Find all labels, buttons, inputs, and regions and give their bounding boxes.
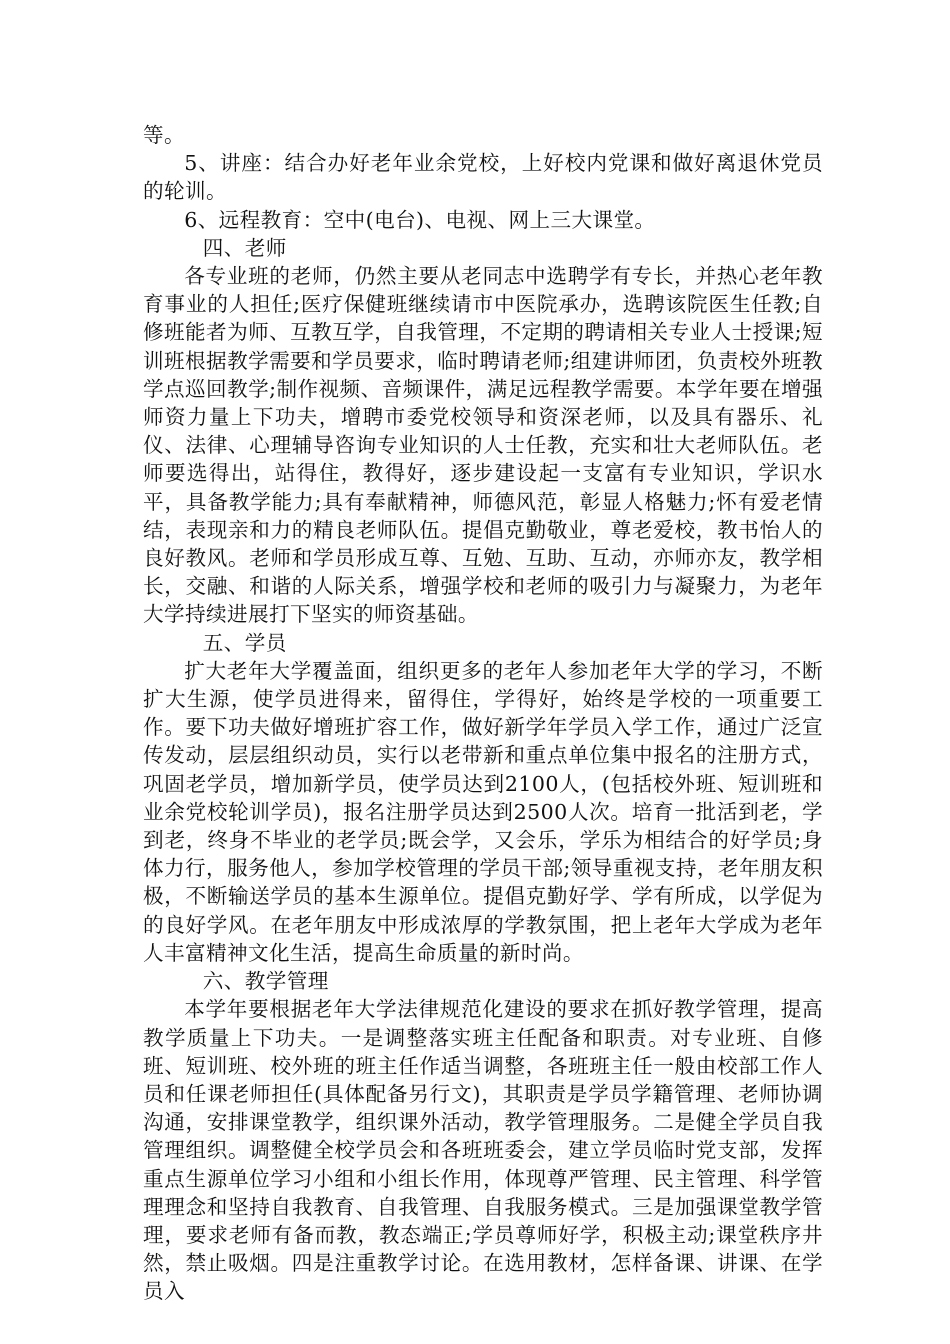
section-heading-teachers: 四、老师	[202, 235, 287, 260]
paragraph-remote-education-item: 6、远程教育：空中(电台)、电视、网上三大课堂。	[184, 207, 656, 232]
paragraph-teachers: 各专业班的老师，仍然主要从老同志中选聘学有专长，并热心老年教育事业的人担任;医疗保健班继续请市中医院承办，选聘该院医生任教;自修班能者为师、互教互学，自我管理，不定期的聘请相关专业人士授课;短训班根据教学需要和学员要求，临时聘请老师;组建讲师团，负责校外班教学点巡回教学;制作视频、音频课件，满足远程教学需要。本学年要在增强师资力量上下功夫，增聘市委党校领导和资深老师，以及具有器乐、礼仪、法律、心理辅导咨询专业知识的人士任教，充实和壮大老师队伍。老师要选得出，站得住，教得好，逐步建设起一支富有专业知识，学识水平，具备教学能力;具有奉献精神，师德风范，彰显人格魅力;怀有爱老情结，表现亲和力的精良老师队伍。提倡克勤敬业，尊老爱校，教书怡人的良好教风。老师和学员形成互尊、互勉、互助、互动，亦师亦友，教学相长，交融、和谐的人际关系，增强学校和老师的吸引力与凝聚力，为老年大学持续进展打下坚实的师资基础。	[143, 264, 823, 627]
paragraph-teaching-management: 本学年要根据老年大学法律规范化建设的要求在抓好教学管理，提高教学质量上下功夫。一是调整落实班主任配备和职责。对专业班、自修班、短训班、校外班的班主任作适当调整，各班班主任一般由校部工作人员和任课老师担任(具体配备另行文)，其职责是学员学籍管理、老师协调沟通，安排课堂教学，组织课外活动，教学管理服务。二是健全学员自我管理组织。调整健全校学员会和各班班委会，建立学员临时党支部，发挥重点生源单位学习小组和小组长作用，体现尊严管理、民主管理、科学管理理念和坚持自我教育、自我管理、自我服务模式。三是加强课堂教学管理，要求老师有备而教，教态端正;学员尊师好学，积极主动;课堂秩序井然，禁止吸烟。四是注重教学讨论。在选用教材，怎样备课、讲课、在学员入	[143, 997, 823, 1304]
paragraph-continuation: 等。	[143, 123, 185, 147]
document-body	[143, 121, 823, 1306]
paragraph-lecture-item: 5、讲座：结合办好老年业余党校，上好校内党课和做好离退休党员的轮训。	[143, 151, 823, 204]
section-heading-teaching-management: 六、教学管理	[202, 969, 329, 994]
section-heading-students: 五、学员	[202, 630, 287, 655]
paragraph-students: 扩大老年大学覆盖面，组织更多的老年人参加老年大学的学习，不断扩大生源，使学员进得来，留得住，学得好，始终是学校的一项重要工作。要下功夫做好增班扩容工作，做好新学年学员入学工作，通过广泛宣传发动，层层组织动员，实行以老带新和重点单位集中报名的注册方式，巩固老学员，增加新学员，使学员达到2100人，(包括校外班、短训班和业余党校轮训学员)，报名注册学员达到2500人次。培育一批活到老，学到老，终身不毕业的老学员;既会学，又会乐，学乐为相结合的好学员;身体力行，服务他人，参加学校管理的学员干部;领导重视支持，老年朋友积极，不断输送学员的基本生源单位。提倡克勤好学、学有所成，以学促为的良好学风。在老年朋友中形成浓厚的学教氛围，把上老年大学成为老年人丰富精神文化生活，提高生命质量的新时尚。	[143, 658, 823, 965]
